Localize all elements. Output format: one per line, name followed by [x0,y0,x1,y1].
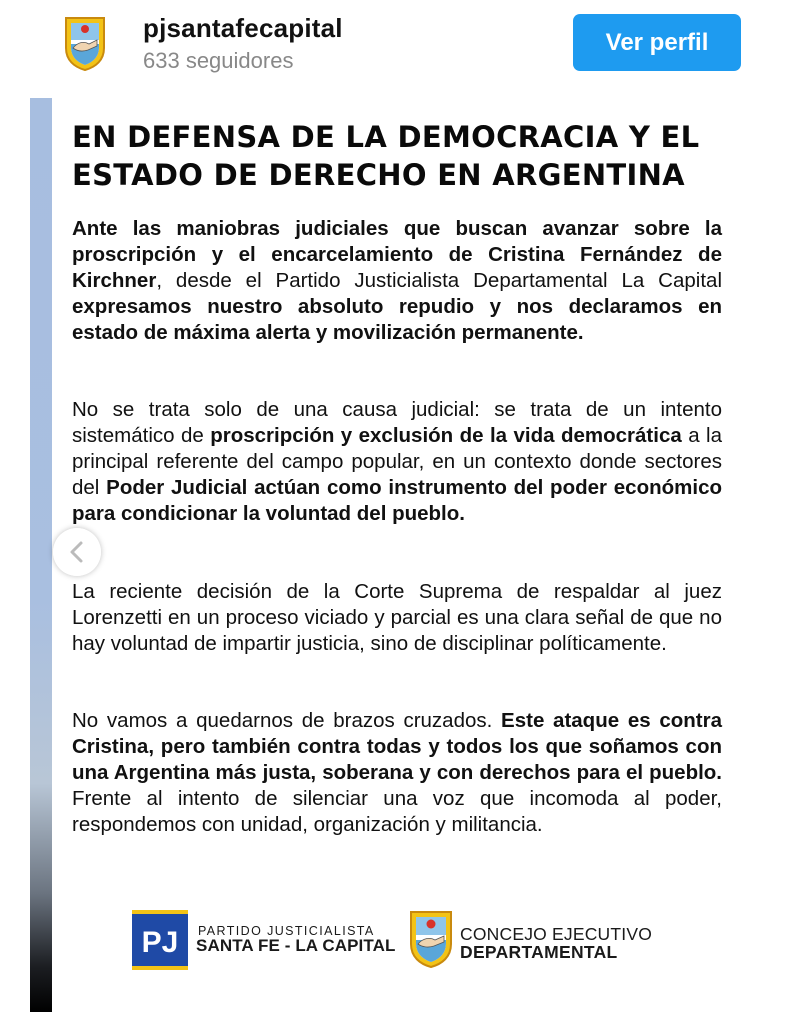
pj-logo-line-1: PARTIDO JUSTICIALISTA [198,924,375,938]
paragraph-1-bold-b: expresamos nuestro absoluto repudio y nos declaramos en estado de máxima alerta y movilización permanente. [72,295,722,344]
paragraph-2-text-a: No se trata solo de una causa judicial: se trata de un intento sistemático de [72,398,722,447]
paragraph-3: La reciente decisión de la Corte Suprema de respaldar al juez Lorenzetti en un proceso viciado y parcial es una clara señal de que no hay voluntad de impartir justicia, sino de disciplinar políticamente. [72,580,722,655]
paragraph-1 [72,216,722,346]
paragraph-4-text-a: No vamos a quedarnos de brazos cruzados. [72,709,502,732]
pj-logo-letters: PJ [141,926,179,959]
paragraph-1-text: , desde el Partido Justicialista Departamental La Capital [156,269,722,292]
concejo-shield-icon [408,908,454,970]
concejo-logo-line-2: DEPARTAMENTAL [460,942,618,962]
pj-logo [132,910,188,970]
paragraph-2-bold-a: proscripción y exclusión de la vida democrática [210,424,682,447]
paragraph-2-text-b: a la principal referente del campo popular, en un contexto donde sectores del [72,424,722,499]
post-title: EN DEFENSA DE LA DEMOCRACIA Y EL ESTADO DE DERECHO EN ARGENTINA [72,120,700,192]
paragraph-2-bold-b: Poder Judicial actúan como instrumento del poder económico para condicionar la voluntad del pueblo. [72,476,722,525]
post-image [30,98,770,1012]
paragraph-4 [72,708,722,838]
paragraph-1-bold-a: Ante las maniobras judiciales que buscan avanzar sobre la proscripción y el encarcelamiento de Cristina Fernández de Kirchner [72,217,722,292]
carousel-previous-button[interactable] [53,528,101,576]
avatar[interactable] [62,14,108,72]
pj-shield-icon [62,14,108,72]
pj-logo-line-2: SANTA FE - LA CAPITAL [196,936,396,955]
paragraph-4-bold: Este ataque es contra Cristina, pero también contra todas y todos los que soñamos con una Argentina más justa, soberana y con derechos para el pueblo. [72,709,723,784]
concejo-logo-line-1: CONCEJO EJECUTIVO [460,924,653,944]
paragraph-2 [72,397,722,527]
view-profile-button[interactable]: Ver perfil [573,14,741,71]
chevron-left-icon [67,540,87,564]
post-header [0,0,792,92]
account-name[interactable]: pjsantafecapital [143,13,343,43]
paragraph-4-text-b: Frente al intento de silenciar una voz que incomoda al poder, respondemos con unidad, organización y militancia. [72,787,722,836]
follower-count: 633 seguidores [143,48,294,73]
decorative-side-bar [30,98,52,1012]
